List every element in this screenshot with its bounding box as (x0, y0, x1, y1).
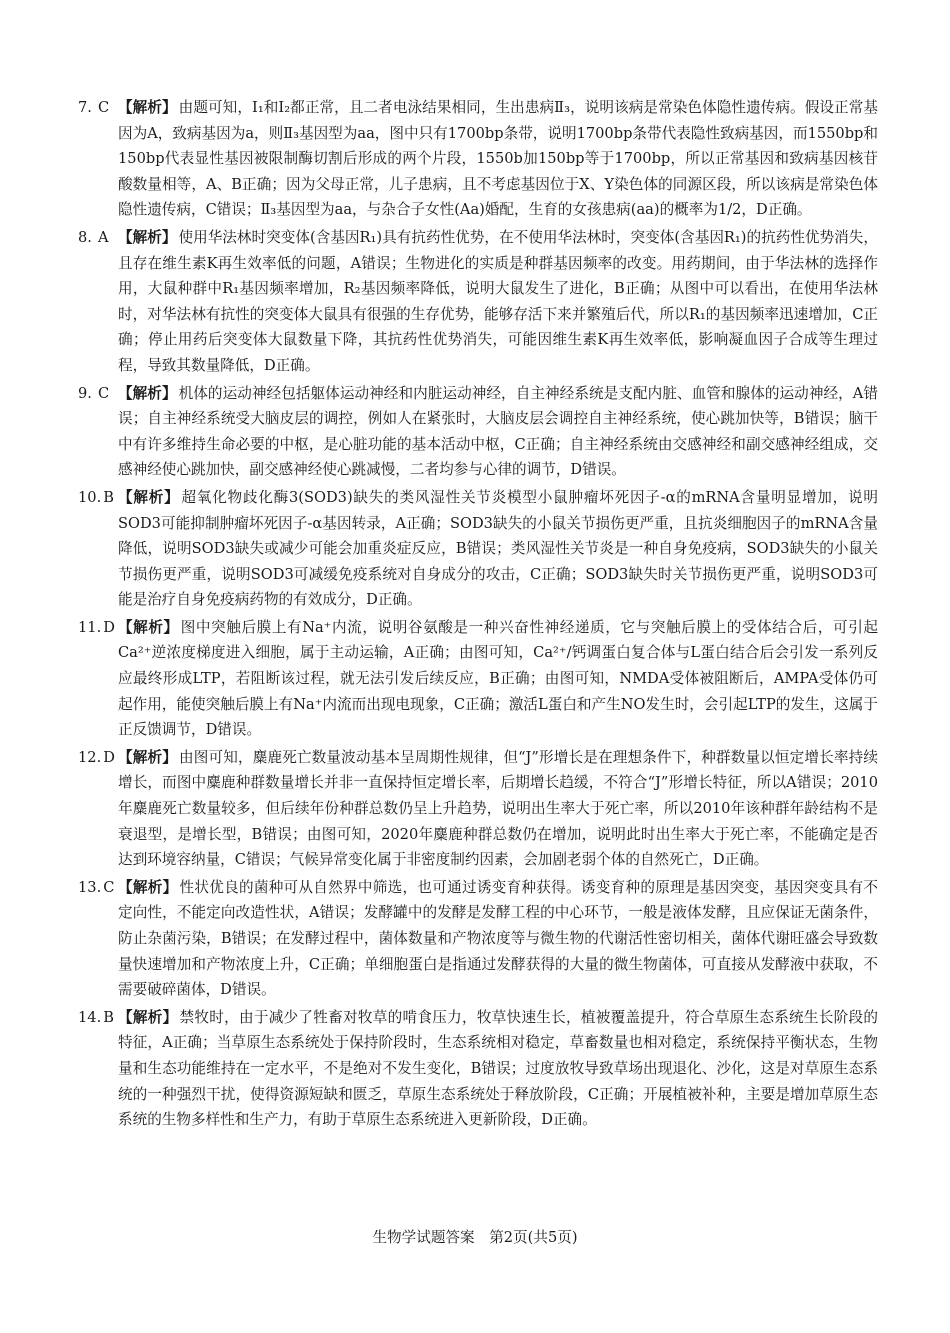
answer-item-12 (78, 745, 878, 873)
analysis-tag: 【解析】 (118, 488, 180, 506)
answer-item-7 (78, 95, 878, 223)
item-number: 8. (78, 228, 92, 246)
page-footer: 生物学试题答案 第2页(共5页) (372, 1229, 578, 1246)
answer-item-8 (78, 225, 878, 379)
answer-list (78, 95, 878, 1135)
analysis-text: 由图可知，麋鹿死亡数量波动基本呈周期性规律，但“J”形增长是在理想条件下，种群数量以恒定增长率持续增长，而图中麋鹿种群数量增长并非一直保持恒定增长率，后期增长趋缓，不符合“J”形增长特征，所以A错误；2010年麋鹿死亡数量较多，但后续年份种群总数仍呈上升趋势，说明出生率大于死亡率，所以2010年该种群年龄结构不是衰退型，是增长型，B错误；由图可知，2020年麋鹿种群总数仍在增加，说明此时出生率大于死亡率，不能确定是否达到环境容纳量，C错误；气候异常变化属于非密度制约因素，会加剧老弱个体的自然死亡，D正确。 (118, 748, 878, 869)
item-number: 10. (78, 488, 102, 506)
analysis-tag: 【解析】 (118, 878, 178, 896)
item-number: 12. (78, 748, 102, 766)
item-answer: C (98, 99, 110, 116)
analysis-tag: 【解析】 (118, 228, 177, 246)
item-number: 14. (78, 1008, 102, 1026)
analysis-text: 禁牧时，由于减少了牲畜对牧草的啃食压力，牧草快速生长，植被覆盖提升，符合草原生态系统生长阶段的特征，A正确；当草原生态系统处于保持阶段时，生态系统相对稳定，草畜数量也相对稳定，系统保持平衡状态，生物量和生态功能维持在一定水平，不是绝对不发生变化，B错误；过度放牧导致草场出现退化、沙化，这是对草原生态系统的一种强烈干扰，使得资源短缺和匮乏，草原生态系统处于释放阶段，C正确；开展植被补种，主要是增加草原生态系统的生物多样性和生产力，有助于草原生态系统进入更新阶段，D正确。 (118, 1008, 878, 1129)
item-answer: C (103, 878, 115, 896)
answer-item-14 (78, 1005, 878, 1133)
analysis-tag: 【解析】 (118, 1008, 178, 1026)
item-answer: C (98, 384, 110, 402)
analysis-text: 机体的运动神经包括躯体运动神经和内脏运动神经，自主神经系统是支配内脏、血管和腺体的运动神经，A错误；自主神经系统受大脑皮层的调控，例如人在紧张时，大脑皮层会调控自主神经系统，使心跳加快等，B错误；脑干中有许多维持生命必要的中枢，是心脏功能的基本活动中枢，C正确；自主神经系统由交感神经和副交感神经组成，交感神经使心跳加快，副交感神经使心跳减慢，二者均参与心律的调节，D错误。 (118, 384, 878, 479)
analysis-tag: 【解析】 (118, 99, 177, 116)
answer-item-11 (78, 615, 878, 743)
item-answer: D (103, 748, 115, 766)
item-number: 11. (78, 618, 102, 636)
analysis-text: 使用华法林时突变体(含基因R₁)具有抗药性优势，在不使用华法林时，突变体(含基因R₁)的抗药性优势消失，且存在维生素K再生效率低的问题，A错误；生物进化的实质是种群基因频率的改变。用药期间，由于华法林的选择作用，大鼠种群中R₁基因频率增加，R₂基因频率降低，说明大鼠发生了进化，B正确；从图中可以看出，在使用华法林时，对华法林有抗性的突变体大鼠具有很强的生存优势，能够存活下来并繁殖后代，所以R₁的基因频率迅速增加，C正确；停止用药后突变体大鼠数量下降，其抗药性优势消失，可能因维生素K再生效率低，影响凝血因子合成等生理过程，导致其数量降低，D正确。 (118, 228, 878, 374)
item-answer: D (103, 618, 115, 636)
analysis-text: 超氧化物歧化酶3(SOD3)缺失的类风湿性关节炎模型小鼠肿瘤坏死因子-α的mRNA含量明显增加，说明SOD3可能抑制肿瘤坏死因子-α基因转录，A正确；SOD3缺失的小鼠关节损伤更严重，且抗炎细胞因子的mRNA含量降低，说明SOD3缺失或减少可能会加重炎症反应，B错误；类风湿性关节炎是一种自身免疫病，SOD3缺失的小鼠关节损伤更严重，说明SOD3可减缓免疫系统对自身成分的攻击，C正确；SOD3缺失时关节损伤更严重，说明SOD3可能是治疗自身免疫病药物的有效成分，D正确。 (118, 488, 878, 609)
analysis-tag: 【解析】 (118, 748, 177, 766)
item-answer: A (98, 228, 109, 246)
analysis-tag: 【解析】 (118, 384, 177, 402)
answer-item-13 (78, 875, 878, 1003)
answer-item-10 (78, 485, 878, 613)
analysis-tag: 【解析】 (118, 618, 179, 636)
item-number: 7. (78, 99, 92, 116)
analysis-text: 性状优良的菌种可从自然界中筛选，也可通过诱变育种获得。诱变育种的原理是基因突变，基因突变具有不定向性，不能定向改造性状，A错误；发酵罐中的发酵是发酵工程的中心环节，一般是液体发酵，且应保证无菌条件，防止杂菌污染，B错误；在发酵过程中，菌体数量和产物浓度等与微生物的代谢活性密切相关，菌体代谢旺盛会导致数量快速增加和产物浓度上升，C正确；单细胞蛋白是指通过发酵获得的大量的微生物菌体，可直接从发酵液中获取，不需要破碎菌体，D错误。 (118, 878, 878, 999)
item-answer: B (103, 1008, 114, 1026)
analysis-text: 由题可知，Ⅰ₁和Ⅰ₂都正常，且二者电泳结果相同，生出患病Ⅱ₃，说明该病是常染色体隐性遗传病。假设正常基因为A，致病基因为a，则Ⅱ₃基因型为aa，图中只有1700bp条带，说明1700bp条带代表隐性致病基因，而1550bp和150bp代表显性基因被限制酶切割后形成的两个片段，1550b加150bp等于1700bp，所以正常基因和致病基因核苷酸数量相等，A、B正确；因为父母正常，儿子患病，且不考虑基因位于X、Y染色体的同源区段，所以该病是常染色体隐性遗传病，C错误；Ⅱ₃基因型为aa，与杂合子女性(Aa)婚配，生育的女孩患病(aa)的概率为1/2，D正确。 (118, 99, 878, 219)
item-number: 9. (78, 384, 92, 402)
answer-item-9 (78, 381, 878, 483)
analysis-text: 图中突触后膜上有Na⁺内流，说明谷氨酸是一种兴奋性神经递质，它与突触后膜上的受体结合后，可引起Ca²⁺逆浓度梯度进入细胞，属于主动运输，A正确；由图可知，Ca²⁺/钙调蛋白复合体与L蛋白结合后会引发一系列反应最终形成LTP，若阻断该过程，就无法引发后续反应，B正确；由图可知，NMDA受体被阻断后，AMPA受体仍可起作用，能使突触后膜上有Na⁺内流而出现电现象，C正确；激活L蛋白和产生NO发生时，会引起LTP的发生，这属于正反馈调节，D错误。 (118, 618, 878, 739)
item-number: 13. (78, 878, 102, 896)
item-answer: B (103, 488, 114, 506)
